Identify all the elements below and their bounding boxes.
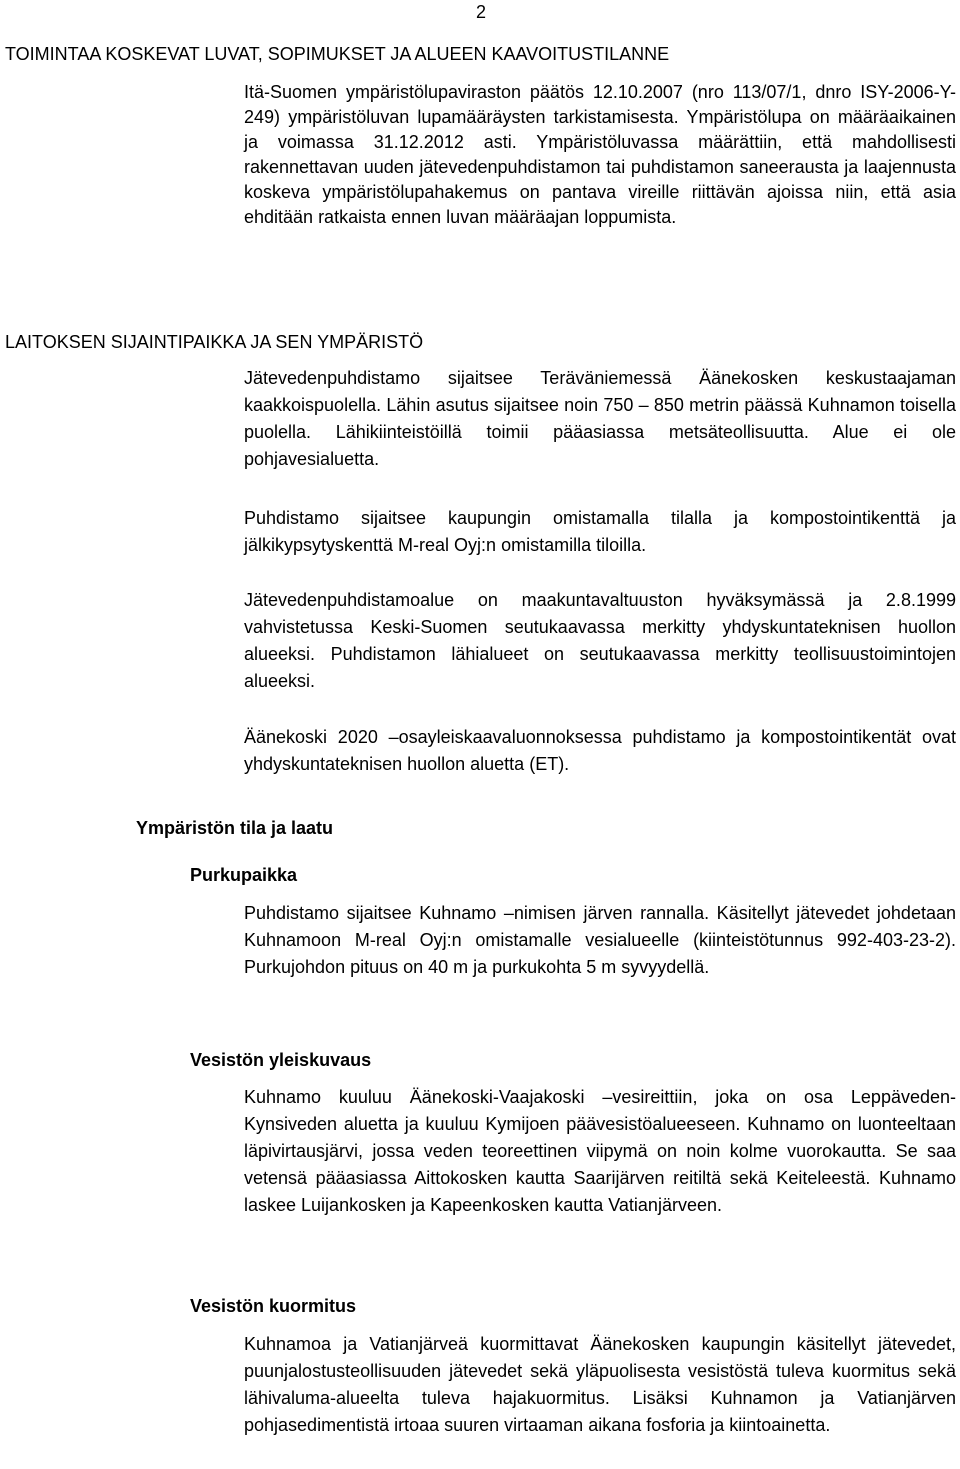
water-load-paragraph: Kuhnamoa ja Vatianjärveä kuormittavat Äänekosken kaupungin käsitellyt jätevedet, puunjalostusteollisuuden jätevedet sekä yläpuolisesta vesistöstä tuleva kuormitus sekä lähivaluma-alueelta tuleva hajakuormitus. Lisäksi Kuhnamon ja Vatianjärven pohjasedimentistä irtoaa suuren virtaaman aikana fosforia ja kiintoainetta. bbox=[244, 1334, 956, 1435]
water-load-heading: Vesistön kuormitus bbox=[190, 1296, 357, 1316]
discharge-heading: Purkupaikka bbox=[190, 865, 298, 885]
water-overview-paragraph: Kuhnamo kuuluu Äänekoski-Vaajakoski –vesireittiin, joka on osa Leppäveden-Kynsiveden aluetta ja kuuluu Kymijoen päävesistöalueeseen. Kuhnamo on luonteeltaan läpivirtausjärvi, jossa veden teoreettinen viipymä on noin kolme vuorokautta. Se saa vetensä pääasiassa Aittokosken kautta Saarijärven reitiltä sekä Keiteleestä. Kuhnamo laskee Luijankosken ja Kapeenkosken kautta Vatianjärveen. bbox=[244, 1087, 956, 1215]
location-paragraph-2: Puhdistamo sijaitsee kaupungin omistamalla tilalla ja kompostointikenttä ja jälkikypsytyskenttä M-real Oyj:n omistamilla tiloilla. bbox=[244, 508, 956, 555]
discharge-paragraph: Puhdistamo sijaitsee Kuhnamo –nimisen järven rannalla. Käsitellyt jätevedet johdetaan Kuhnamoon M-real Oyj:n omistamalle vesialueelle (kiinteistötunnus 992-403-23-2). Purkujohdon pituus on 40 m ja purkukohta 5 m syvyydellä. bbox=[244, 903, 956, 977]
location-paragraph-4: Äänekoski 2020 –osayleiskaavaluonnoksessa puhdistamo ja kompostointikentät ovat yhdyskuntateknisen huollon aluetta (ET). bbox=[244, 727, 956, 774]
environment-heading: Ympäristön tila ja laatu bbox=[136, 818, 334, 838]
permits-heading: TOIMINTAA KOSKEVAT LUVAT, SOPIMUKSET JA ALUEEN KAAVOITUSTILANNE bbox=[5, 44, 670, 64]
permits-paragraph: Itä-Suomen ympäristölupaviraston päätös 12.10.2007 (nro 113/07/1, dnro ISY-2006-Y-249) ympäristöluvan lupamääräysten tarkistamisesta. Ympäristölupa on määräaikainen ja voimassa 31.12.2012 asti. Ympäristöluvassa määrättiin, että mahdollisesti rakennettavan uuden jätevedenpuhdistamon tai puhdistamon saneerausta ja laajennusta koskeva ympäristölupahakemus on pantava vireille riittävän ajoissa niin, että asia ehditään ratkaista ennen luvan määräajan loppumista. bbox=[244, 82, 956, 227]
page-number: 2 bbox=[476, 2, 487, 22]
location-heading: LAITOKSEN SIJAINTIPAIKKA JA SEN YMPÄRISTÖ bbox=[5, 332, 424, 352]
water-overview-heading: Vesistön yleiskuvaus bbox=[190, 1050, 372, 1070]
location-paragraph-3: Jätevedenpuhdistamoalue on maakuntavaltuuston hyväksymässä ja 2.8.1999 vahvistetussa Keski-Suomen seutukaavassa merkitty yhdyskuntateknisen huollon alueeksi. Puhdistamon lähialueet on seutukaavassa merkitty teollisuustoimintojen alueeksi. bbox=[244, 590, 956, 691]
location-paragraph-1: Jätevedenpuhdistamo sijaitsee Teräväniemessä Äänekosken keskustaajaman kaakkoispuolella. Lähin asutus sijaitsee noin 750 – 850 metrin päässä Kuhnamon toisella puolella. Lähikiinteistöillä toimii pääasiassa metsäteollisuutta. Alue ei ole pohjavesialuetta. bbox=[244, 368, 956, 469]
